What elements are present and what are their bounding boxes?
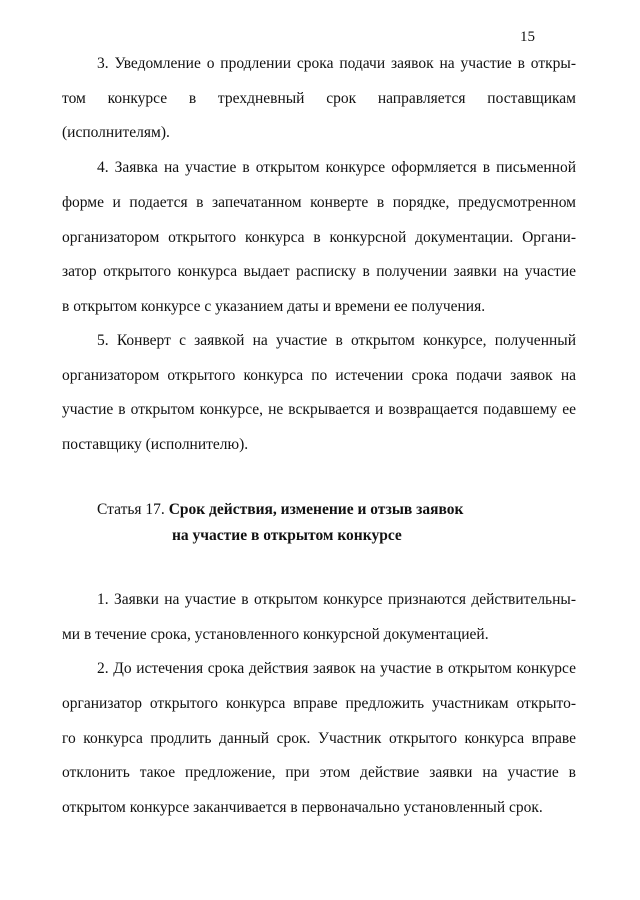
paragraph-4-line-1: 4. Заявка на участие в открытом конкурсе оформляется в письменной xyxy=(97,159,576,176)
article-paragraph-2-line-3: го конкурса продлить данный срок. Участник открытого конкурса вправе xyxy=(62,730,576,747)
paragraph-5-line-4: поставщику (исполнителю). xyxy=(62,436,249,453)
article-title-line-1: Срок действия, изменение и отзыв заявок xyxy=(168,501,464,518)
article-prefix: Статья 17. xyxy=(97,501,169,518)
article-paragraph-2-line-5: открытом конкурсе заканчивается в первоначально установленный срок. xyxy=(62,799,543,816)
paragraph-4-line-2: форме и подается в запечатанном конверте в порядке, предусмотренном xyxy=(62,194,576,211)
article-paragraph-2-line-2: организатор открытого конкурса вправе предложить участникам открыто- xyxy=(62,695,576,712)
article-heading-line-1 xyxy=(97,500,576,520)
article-paragraph-1-line-2: ми в течение срока, установленного конкурсной документацией. xyxy=(62,626,489,643)
paragraph-3-line-1: 3. Уведомление о продлении срока подачи заявок на участие в откры- xyxy=(97,55,576,72)
paragraph-5-line-1: 5. Конверт с заявкой на участие в открытом конкурсе, полученный xyxy=(97,332,576,349)
paragraph-4-line-5: в открытом конкурсе с указанием даты и времени ее получения. xyxy=(62,298,486,315)
page-number: 15 xyxy=(520,29,535,45)
article-paragraph-1-line-1: 1. Заявки на участие в открытом конкурсе признаются действительны- xyxy=(97,591,576,608)
paragraph-5-line-3: участие в открытом конкурсе, не вскрывается и возвращается подавшему ее xyxy=(62,401,576,418)
article-paragraph-2-line-1: 2. До истечения срока действия заявок на участие в открытом конкурсе xyxy=(97,660,576,677)
paragraph-3-line-2: том конкурсе в трехдневный срок направляется поставщикам xyxy=(62,90,576,107)
paragraph-4-line-3: организатором открытого конкурса в конкурсной документации. Органи- xyxy=(62,229,576,246)
paragraph-5-line-2: организатором открытого конкурса по истечении срока подачи заявок на xyxy=(62,367,576,384)
paragraph-3-line-3: (исполнителям). xyxy=(62,124,170,141)
paragraph-4-line-4: затор открытого конкурса выдает расписку в получении заявки на участие xyxy=(62,263,576,280)
article-paragraph-2-line-4: отклонить такое предложение, при этом действие заявки на участие в xyxy=(62,764,576,781)
article-title-line-2: на участие в открытом конкурсе xyxy=(172,527,402,544)
